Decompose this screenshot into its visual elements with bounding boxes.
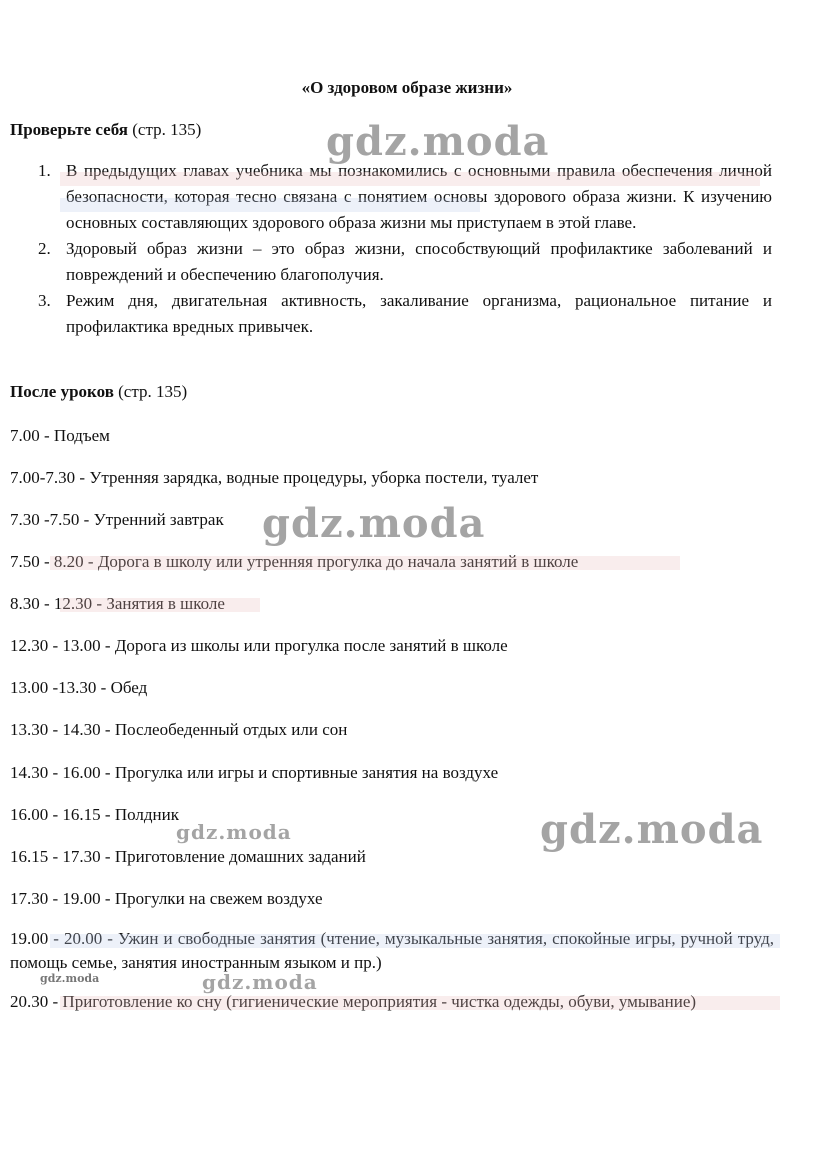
answers-list <box>0 158 814 340</box>
list-item-number: 3. <box>38 291 51 310</box>
schedule-line: 20.30 - Приготовление ко сну (гигиенические мероприятия - чистка одежды, обуви, умывание) <box>10 992 697 1011</box>
schedule-line: 7.00-7.30 - Утренняя зарядка, водные процедуры, уборка постели, туалет <box>10 468 539 487</box>
schedule-line: 16.00 - 16.15 - Полдник <box>10 805 179 824</box>
schedule-line: 17.30 - 19.00 - Прогулки на свежем воздухе <box>10 889 323 908</box>
watermark-logo: gdz.moda <box>176 820 292 844</box>
watermark-logo: gdz.moda <box>40 972 100 985</box>
schedule-line: 19.00 - 20.00 - Ужин и свободные занятия (чтение, музыкальные занятия, спокойные игры, ручной труд, помощь семье, занятия иностранным языком и пр.) <box>10 929 774 972</box>
schedule-line: 12.30 - 13.00 - Дорога из школы или прогулка после занятий в школе <box>10 636 508 655</box>
watermark-logo: gdz.moda <box>326 118 550 165</box>
watermark-logo: gdz.moda <box>540 806 764 853</box>
section-heading-check-label: Проверьте себя <box>10 120 128 139</box>
watermark-logo: gdz.moda <box>262 500 486 547</box>
list-item-number: 2. <box>38 239 51 258</box>
page-title: «О здоровом образе жизни» <box>301 78 513 97</box>
schedule-line: 7.30 -7.50 - Утренний завтрак <box>10 510 224 529</box>
list-item <box>0 288 814 340</box>
list-item-text: Режим дня, двигательная активность, закаливание организма, рациональное питание и профилактика вредных привычек. <box>66 291 772 336</box>
section-heading-after-lessons-label: После уроков <box>10 382 114 401</box>
schedule-line: 8.30 - 12.30 - Занятия в школе <box>10 594 225 613</box>
list-item-text: Здоровый образ жизни – это образ жизни, способствующий профилактике заболеваний и повреждений и обеспечению благополучия. <box>66 239 772 284</box>
section-heading-after-lessons-pages: (стр. 135) <box>118 382 188 401</box>
schedule-line: 13.30 - 14.30 - Послеобеденный отдых или сон <box>10 720 348 739</box>
schedule-line: 7.50 - 8.20 - Дорога в школу или утренняя прогулка до начала занятий в школе <box>10 552 579 571</box>
section-heading-after-lessons <box>10 382 187 402</box>
schedule-line: 14.30 - 16.00 - Прогулка или игры и спортивные занятия на воздухе <box>10 763 499 782</box>
section-heading-check-pages: (стр. 135) <box>132 120 202 139</box>
watermark-logo: gdz.moda <box>202 970 318 994</box>
list-item <box>0 236 814 288</box>
section-heading-check <box>10 120 201 140</box>
schedule-line: 7.00 - Подъем <box>10 426 110 445</box>
list-item-number: 1. <box>38 161 51 180</box>
list-item-text: В предыдущих главах учебника мы познакомились с основными правила обеспечения личной безопасности, которая тесно связана с понятием основы здорового образа жизни. К изучению основных составляющих здорового образа жизни мы приступаем в этой главе. <box>66 161 772 232</box>
schedule-line: 13.00 -13.30 - Обед <box>10 678 148 697</box>
schedule-line: 16.15 - 17.30 - Приготовление домашних заданий <box>10 847 366 866</box>
list-item <box>0 158 814 236</box>
